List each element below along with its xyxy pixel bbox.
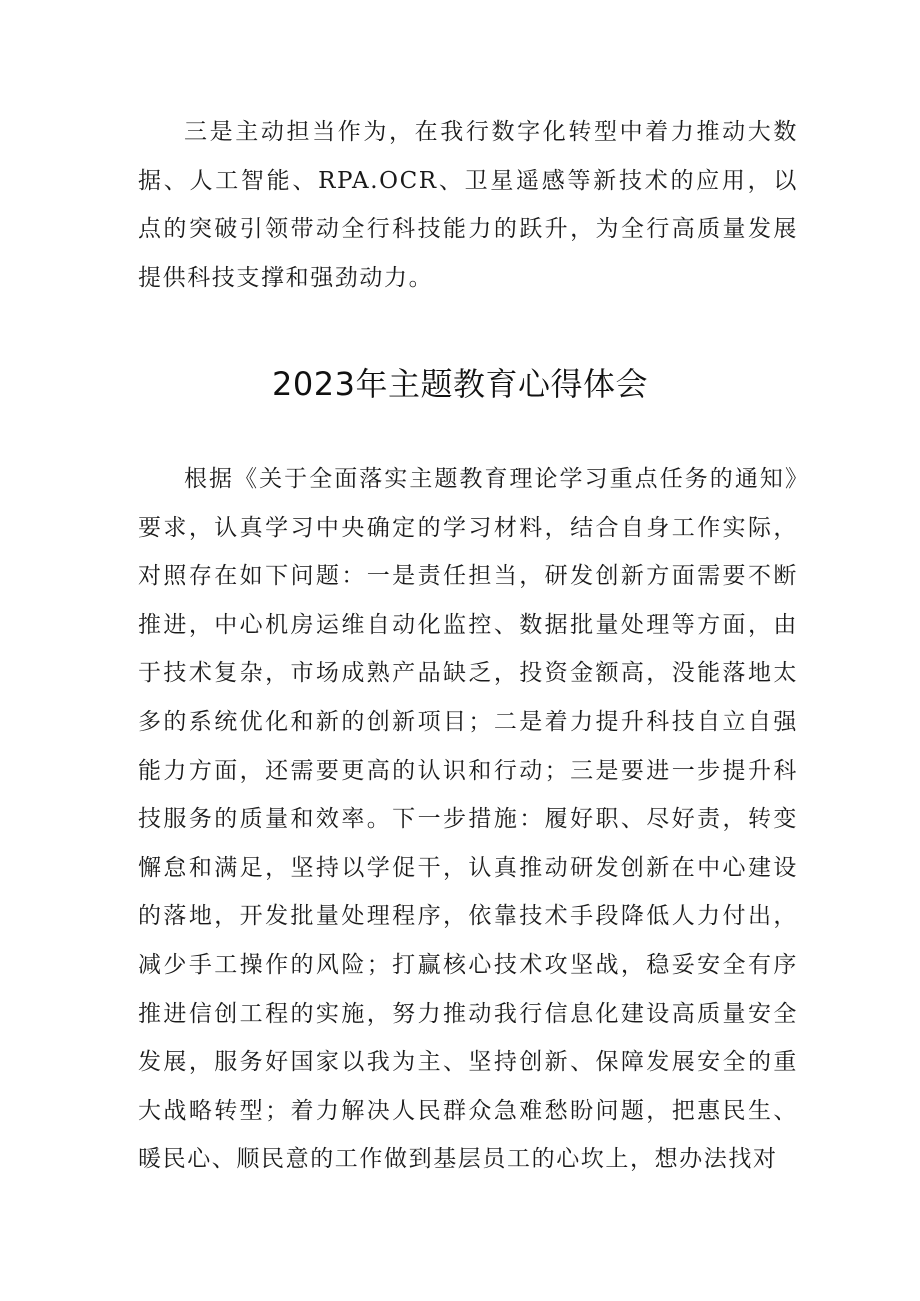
paragraph-body: 根据《关于全面落实主题教育理论学习重点任务的通知》要求，认真学习中央确定的学习材料，结合自身工作实际，对照存在如下问题：一是责任担当，研发创新方面需要不断推进，中心机房运维自动化监控、数据批量处理等方面，由于技术复杂，市场成熟产品缺乏，投资金额高，没能落地太多的系统优化和新的创新项目；二是着力提升科技自立自强能力方面，还需要更高的认识和行动；三是要进一步提升科技服务的质量和效率。下一步措施：履好职、尽好责，转变懈怠和满足，坚持以学促干，认真推动研发创新在中心建设的落地，开发批量处理程序，依靠技术手段降低人力付出，减少手工操作的风险；打赢核心技术攻坚战，稳妥安全有序推进信创工程的实施，努力推动我行信息化建设高质量安全发展，服务好国家以我为主、坚持创新、保障发展安全的重大战略转型；着力解决人民群众急难愁盼问题，把惠民生、暖民心、顺民意的工作做到基层员工的心坎上，想办法找对	[138, 466, 798, 1173]
document-title: 2023年主题教育心得体会	[272, 365, 648, 403]
paragraph-intro: 三是主动担当作为，在我行数字化转型中着力推动大数据、人工智能、RPA.OCR、卫星遥感等新技术的应用，以点的突破引领带动全行科技能力的跃升，为全行高质量发展提供科技支撑和强劲动力。	[138, 119, 798, 291]
